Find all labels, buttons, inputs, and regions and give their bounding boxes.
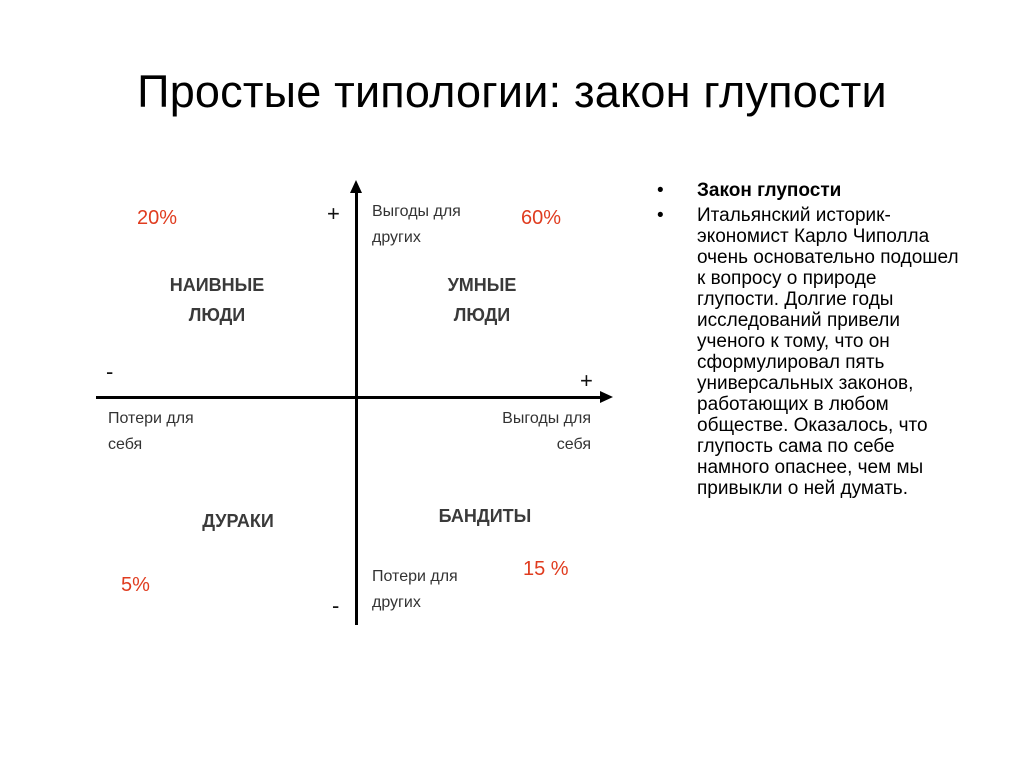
slide-title: Простые типологии: закон глупости [137,66,887,117]
percent-bandits: 15 % [523,558,569,580]
bullet-list [657,180,962,503]
percent-fools: 5% [121,574,150,596]
horizontal-axis [96,396,601,399]
top-plus-sign: + [327,201,340,226]
quadrant-naive-people: НАИВНЫЕ ЛЮДИ [169,275,265,325]
bullet-item-description [657,205,962,499]
vertical-axis-arrow [350,180,362,193]
percent-smart-people: 60% [521,207,562,229]
left-minus-sign: - [106,359,114,384]
quadrant-bandits: БАНДИТЫ [438,506,532,526]
bottom-axis-label: Потери для других [372,568,458,611]
bullet-text: Закон глупости [697,180,842,201]
horizontal-axis-arrow [600,391,613,403]
vertical-axis [355,192,358,625]
bullet-dot: • [657,180,664,201]
quadrant-fools: ДУРАКИ [202,511,274,531]
bottom-minus-sign: - [332,593,340,618]
right-plus-sign: + [580,368,593,393]
percent-naive-people: 20% [137,207,178,229]
right-axis-label: Выгоды для себя [502,410,591,453]
quadrant-smart-people: УМНЫЕ ЛЮДИ [447,275,517,325]
bullet-item-law-title [657,180,962,201]
left-axis-label: Потери для себя [108,410,194,453]
top-axis-label: Выгоды для других [372,203,461,246]
bullet-dot: • [657,205,664,226]
bullet-text: Итальянский историк-экономист Карло Чиполла очень основательно подошел к вопросу о природе глупости. Долгие годы исследований привели ученого к тому, что он сформулировал пять универсальных законов, работающих в любом обществе. Оказалось, что глупость сама по себе намного опаснее, чем мы привыкли о ней думать. [697,205,959,499]
